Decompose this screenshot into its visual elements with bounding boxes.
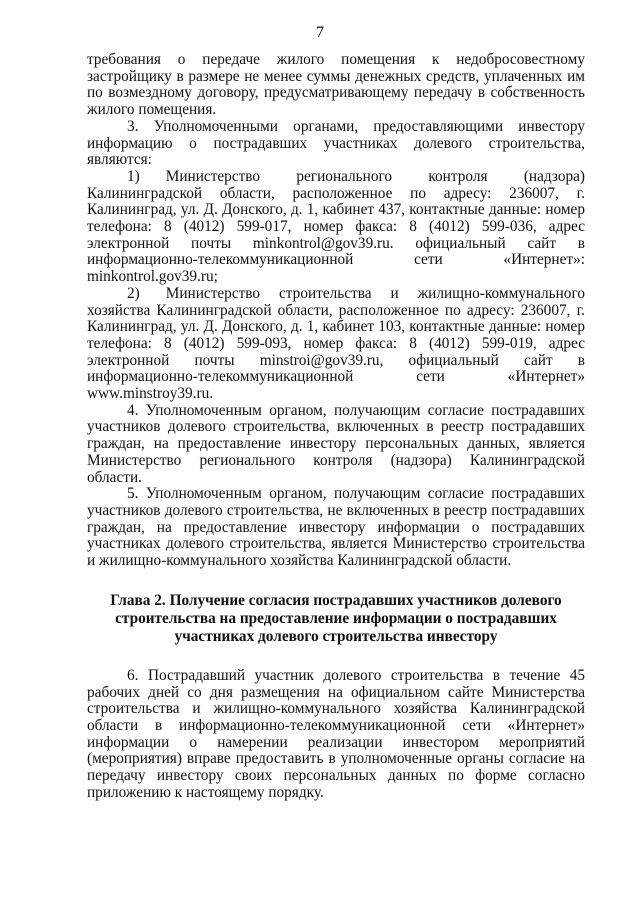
paragraph-6: 6. Пострадавший участник долевого строительства в течение 45 рабочих дней со дня размещения на официальном сайте Министерства строительства и жилищно-коммунального хозяйства Калининградской области в информационно-телекоммуникационной сети «Интернет» информации о намерении реализации инвестором мероприятий (мероприятия) вправе предоставить в уполномоченные органы согласие на передачу инвестору своих персональных данных по форме согласно приложению к настоящему порядку.	[87, 666, 585, 801]
paragraph-continuation: требования о передаче жилого помещения к недобросовестному застройщику в размере не менее суммы денежных средств, уплаченных им по возмездному договору, предусматривающему передачу в собственность жилого помещения.	[87, 51, 585, 119]
paragraph-4: 4. Уполномоченным органом, получающим согласие пострадавших участников долевого строительства, включенных в реестр пострадавших граждан, на предоставление инвестору персональных данных, является Министерство регионального контроля (надзора) Калининградской области.	[87, 401, 585, 486]
chapter-heading: Глава 2. Получение согласия пострадавших участников долевого строительства на предоставление информации о пострадавших участниках долевого строительства инвестору	[110, 591, 562, 645]
paragraph-3-item-1	[87, 169, 585, 286]
paragraph-3-item-2	[87, 286, 585, 403]
item-2-number: 2)	[127, 284, 140, 302]
page-number: 7	[316, 24, 324, 41]
item-2-text: Министерство строительства и жилищно-коммунального хозяйства Калининградской области, расположенное по адресу: 236007, г. Калининград, ул. Д. Донского, д. 1, кабинет 103, контактные данные: номер телефона: 8 (4012) 599-093, номер факса: 8 (4012) 599-019, адрес электронной почты minstroi@gov39.ru, официальный сайт в информационно-телекоммуникационной сети «Интернет» www.minstroy39.ru.	[87, 284, 585, 403]
page-content	[87, 52, 585, 801]
item-1-text: Министерство регионального контроля (надзора) Калининградской области, расположенное по адресу: 236007, г. Калининград, ул. Д. Донского, д. 1, кабинет 437, контактные данные: номер телефона: 8 (4012) 599-017, номер факса: 8 (4012) 599-036, адрес электронной почты minkontrol@gov39.ru. официальный сайт в информационно-телекоммуникационной сети «Интернет»: minkontrol.gov39.ru;	[87, 167, 585, 286]
item-1-number: 1)	[127, 167, 140, 185]
paragraph-5: 5. Уполномоченным органом, получающим согласие пострадавших участников долевого строительства, не включенных в реестр пострадавших граждан, на предоставление инвестору информации о пострадавших участниках долевого строительства, является Министерство строительства и жилищно-коммунального хозяйства Калининградской области.	[87, 485, 585, 570]
paragraph-3: 3. Уполномоченными органами, предоставляющими инвестору информацию о пострадавших участниках долевого строительства, являются:	[87, 117, 585, 169]
